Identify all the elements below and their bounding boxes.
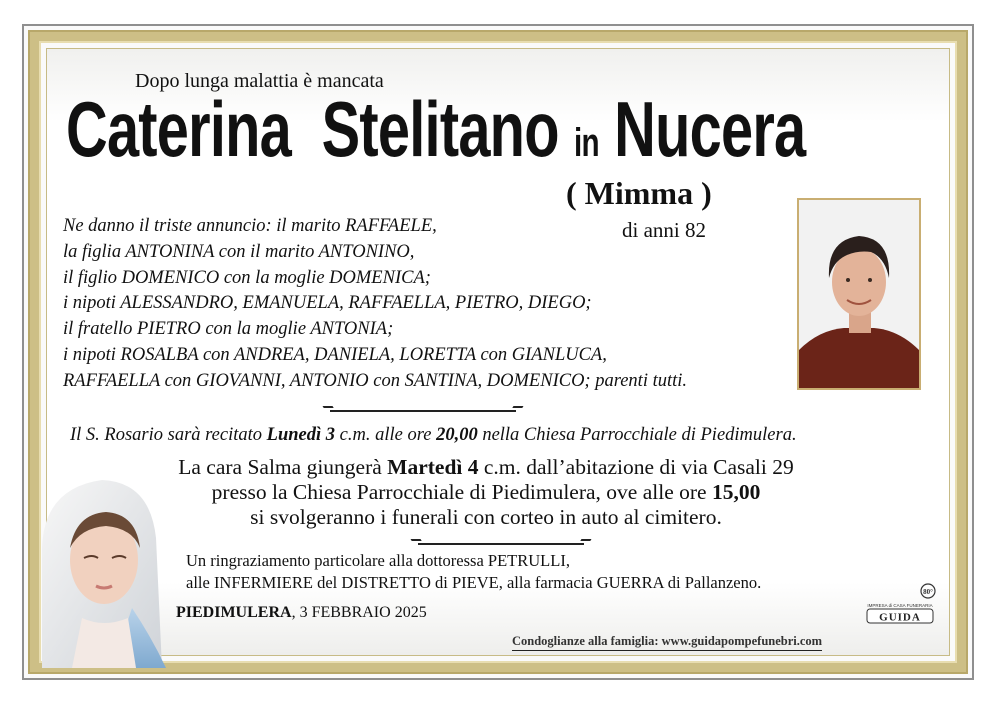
in-word: in — [574, 121, 599, 165]
funeral-time: 15,00 — [711, 480, 761, 504]
funeral-day: Martedì 4 — [387, 455, 479, 479]
rosary-time: 20,00 — [436, 425, 478, 445]
rosary-text: Il S. Rosario sarà recitato — [70, 425, 267, 445]
rosary-text: nella Chiesa Parrocchiale di Piedimulera. — [477, 425, 797, 445]
funeral-text: La cara Salma giungerà — [178, 455, 388, 479]
place-date — [176, 604, 427, 622]
funeral-text: c.m. dall’abitazione di via Casali 29 — [478, 455, 794, 479]
funeral-text: presso la Chiesa Parrocchiale di Piedimulera, ove alle ore — [211, 480, 712, 504]
thanks-line: alle INFERMIERE del DISTRETTO di PIEVE, alla farmacia GUERRA di Pallanzeno. — [186, 573, 762, 592]
funeral-home-logo-icon — [862, 582, 938, 628]
rosary-day: Lunedì 3 — [266, 425, 336, 445]
portrait-photo — [797, 198, 921, 390]
madonna-image — [32, 468, 172, 668]
logo-years: 80° — [923, 588, 933, 596]
thanks-line: Un ringraziamento particolare alla dottoressa PETRULLI, — [186, 551, 570, 570]
nickname: ( Mimma ) — [566, 175, 712, 211]
intro-text: Dopo lunga malattia è mancata — [135, 70, 384, 92]
age-text: di anni 82 — [622, 218, 706, 242]
funeral-line — [96, 480, 876, 505]
logo-subtitle: IMPRESA di CASA FUNERARIA — [867, 603, 933, 608]
deceased-name — [66, 85, 806, 173]
funeral-home-logo — [862, 582, 938, 628]
maiden-name: Stelitano — [321, 85, 559, 173]
mourner-line: il figlio DOMENICO con la moglie DOMENICA; — [63, 267, 431, 288]
first-name: Caterina — [66, 85, 292, 173]
mourner-line: i nipoti ALESSANDRO, EMANUELA, RAFFAELLA, PIETRO, DIEGO; — [63, 293, 592, 314]
married-name: Nucera — [614, 85, 806, 173]
funeral-announcement — [96, 455, 876, 530]
thanks-text — [186, 550, 761, 594]
logo-name: GUIDA — [879, 611, 921, 624]
mourners-list — [63, 214, 687, 395]
rosary-text: c.m. alle ore — [335, 425, 437, 445]
place-name: PIEDIMULERA — [176, 604, 292, 621]
mourner-line: RAFFAELLA con GIOVANNI, ANTONIO con SANTINA, DOMENICO; parenti tutti. — [63, 370, 688, 391]
condolences-link[interactable]: Condoglianze alla famiglia: www.guidapompefunebri.com — [512, 634, 822, 651]
mourner-line: la figlia ANTONINA con il marito ANTONINO, — [63, 241, 415, 262]
mourner-line: Ne danno il triste annuncio: il marito RAFFAELE, — [63, 216, 437, 236]
funeral-line — [96, 455, 876, 480]
madonna-icon — [32, 468, 172, 668]
portrait-photo-icon — [799, 200, 919, 388]
funeral-line: si svolgeranno i funerali con corteo in auto al cimitero. — [250, 505, 722, 529]
ornamental-divider — [330, 410, 516, 412]
mourner-line: i nipoti ROSALBA con ANDREA, DANIELA, LORETTA con GIANLUCA, — [63, 344, 607, 365]
date-text: , 3 FEBBRAIO 2025 — [291, 604, 427, 621]
ornamental-divider — [418, 543, 584, 545]
rosary-announcement — [70, 425, 797, 446]
mourner-line: il fratello PIETRO con la moglie ANTONIA; — [63, 319, 394, 340]
